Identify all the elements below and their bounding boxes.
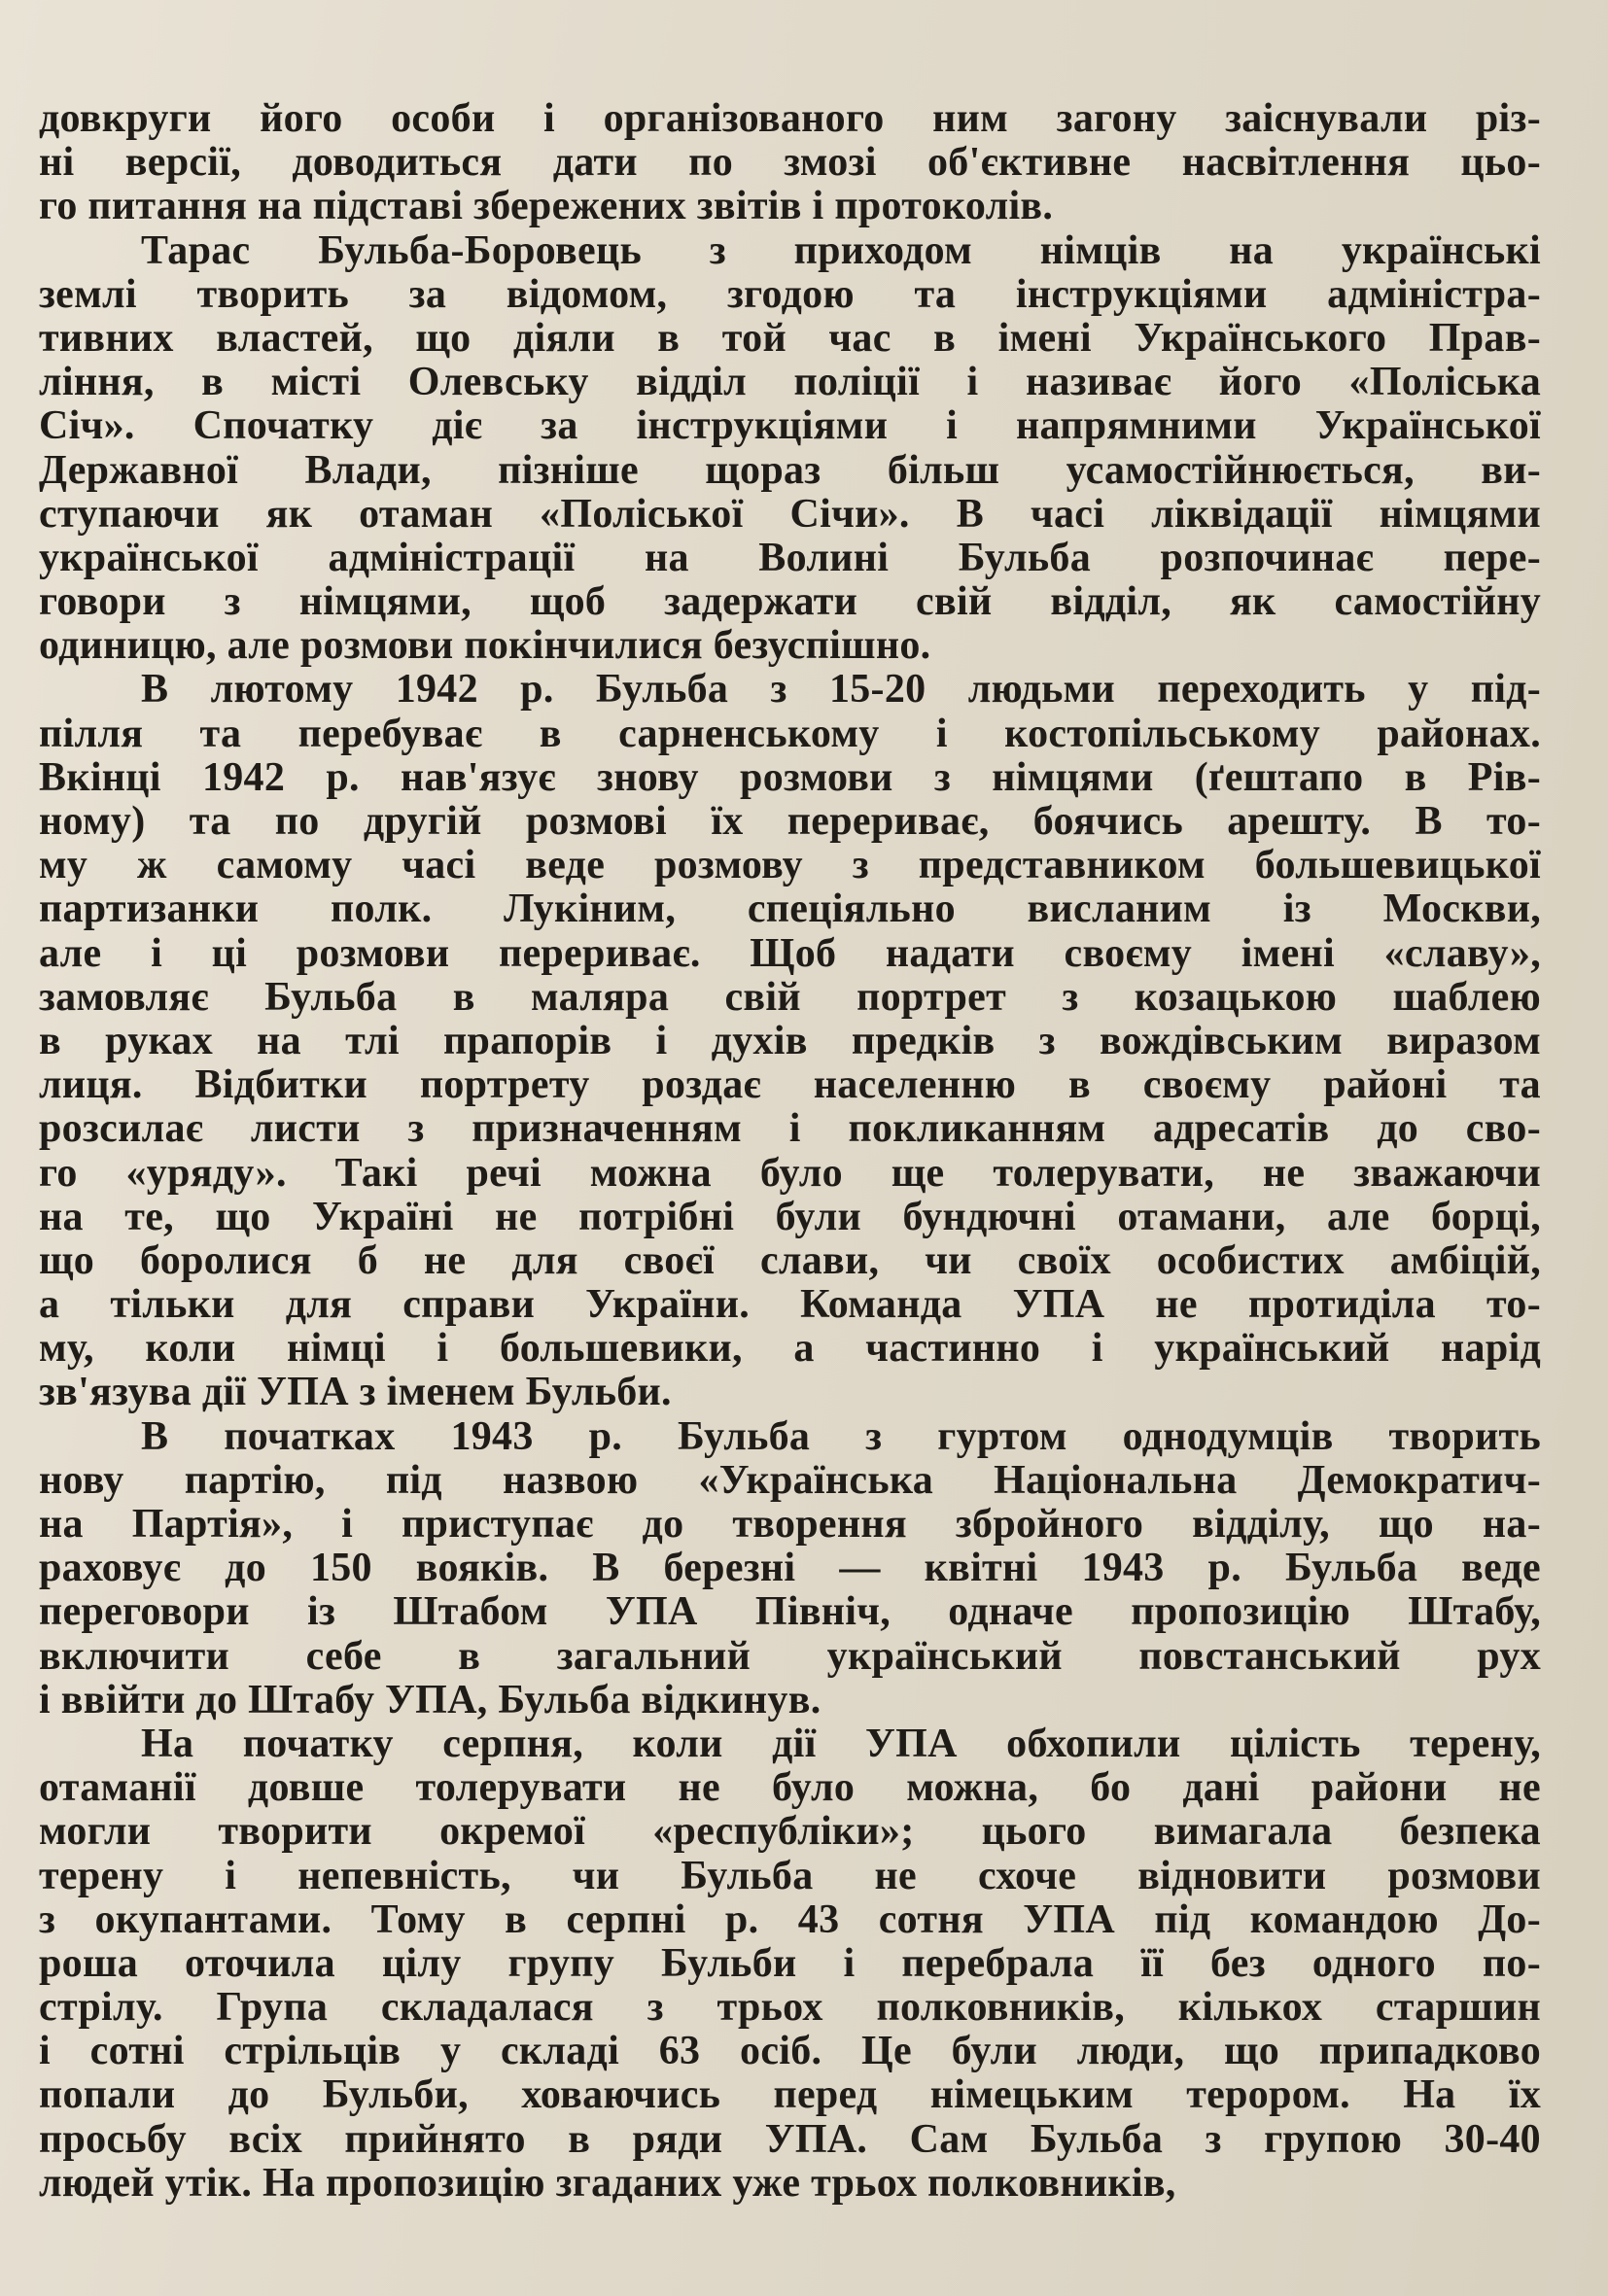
text-line: Вкінці 1942 р. нав'язує знову розмови з німцями (ґештапо в Рів-	[39, 754, 1541, 800]
text-line: В початках 1943 р. Бульба з гуртом однодумців творить	[141, 1413, 1541, 1459]
text-line: тивних властей, що діяли в той час в імені Українського Прав-	[39, 315, 1541, 361]
text-line: але і ці розмови перериває. Щоб надати своєму імені «славу»,	[39, 930, 1541, 976]
text-line: а тільки для справи України. Команда УПА не протиділа то-	[39, 1282, 1541, 1328]
text-line: землі творить за відомом, згодою та інструкціями адміністра-	[39, 271, 1541, 317]
text-line: на те, що Україні не потрібні були бундючні отамани, але борці,	[39, 1194, 1541, 1239]
text-line: нову партію, під назвою «Українська Національна Демократич-	[39, 1457, 1541, 1503]
text-line: переговори із Штабом УПА Північ, одначе пропозицію Штабу,	[39, 1589, 1541, 1635]
text-line: попали до Бульби, ховаючись перед німецьким терором. На їх	[39, 2072, 1541, 2118]
text-line: розсилає листи з призначенням і покликанням адресатів до сво-	[39, 1106, 1541, 1152]
text-line: могли творити окремої «республіки»; цього вимагала безпека	[39, 1809, 1541, 1855]
text-line: На початку серпня, коли дії УПА обхопили цілість терену,	[141, 1721, 1541, 1766]
text-line: з окупантами. Тому в серпні р. 43 сотня УПА під командою До-	[39, 1896, 1541, 1942]
text-line: української адміністрації на Волині Бульба розпочинає пере-	[39, 535, 1541, 580]
paragraph	[39, 229, 1541, 669]
text-line: раховує до 150 вояків. В березні — квітні 1943 р. Бульба веде	[39, 1546, 1541, 1591]
text-line: на Партія», і приступає до творення збройного відділу, що на-	[39, 1502, 1541, 1547]
text-line: роша оточила цілу групу Бульби і перебрала її без одного по-	[39, 1940, 1541, 1986]
text-line: партизанки полк. Лукіним, спеціяльно висланим із Москви,	[39, 887, 1541, 932]
text-line: го «уряду». Такі речі можна було ще толерувати, не зважаючи	[39, 1150, 1541, 1196]
paragraph	[39, 97, 1541, 229]
text-line: просьбу всіх прийнято в ряди УПА. Сам Бульба з групою 30-40	[39, 2116, 1541, 2162]
text-line: Державної Влади, пізніше щораз більш усамостійнюється, ви-	[39, 447, 1541, 493]
text-line: ління, в місті Олевську відділ поліції і називає його «Поліська	[39, 360, 1541, 405]
body-text	[39, 97, 1541, 2206]
text-line: ступаючи як отаман «Поліської Січи». В часі ліквідації німцями	[39, 491, 1541, 537]
text-line: довкруги його особи і організованого ним загону заіснували різ-	[39, 96, 1541, 141]
paragraph	[39, 1415, 1541, 1722]
text-line: Тарас Бульба-Боровець з приходом німців на українські	[141, 227, 1541, 273]
text-line: му, коли німці і большевики, а частинно і український нарід	[39, 1326, 1541, 1372]
text-line: лиця. Відбитки портрету роздає населенню в своєму районі та	[39, 1062, 1541, 1108]
text-line: стрілу. Група складалася з трьох полковників, кількох старшин	[39, 1985, 1541, 2031]
text-line: в руках на тлі прапорів і духів предків з вождівським виразом	[39, 1018, 1541, 1063]
text-line: В лютому 1942 р. Бульба з 15-20 людьми переходить у під-	[141, 667, 1541, 713]
text-line: пілля та перебуває в сарненському і костопільському районах.	[39, 711, 1541, 756]
text-line: отаманії довше толерувати не було можна, бо дані райони не	[39, 1765, 1541, 1811]
paragraph	[39, 668, 1541, 1414]
text-line: му ж самому часі веде розмову з представником большевицької	[39, 843, 1541, 888]
text-line: включити себе в загальний український повстанський рух	[39, 1633, 1541, 1679]
paragraph	[39, 1722, 1541, 2206]
text-line: одиницю, але розмови покінчилися безуспішно.	[39, 623, 931, 669]
text-line: і сотні стрільців у складі 63 осіб. Це були люди, що припадково	[39, 2029, 1541, 2074]
text-line: і ввійти до Штабу УПА, Бульба відкинув.	[39, 1677, 821, 1722]
text-line: що боролися б не для своєї слави, чи своїх особистих амбіцій,	[39, 1237, 1541, 1283]
text-line: ні версії, доводиться дати по змозі об'єктивне насвітлення цьо-	[39, 140, 1541, 186]
text-line: замовляє Бульба в маляра свій портрет з козацькою шаблею	[39, 974, 1541, 1020]
text-line: говори з німцями, щоб задержати свій відділ, як самостійну	[39, 579, 1541, 625]
text-line: людей утік. На пропозицію згаданих уже трьох полковників,	[39, 2160, 1176, 2206]
text-line: зв'язува дії УПА з іменем Бульби.	[39, 1370, 672, 1415]
text-line: го питання на підставі збережених звітів і протоколів.	[39, 184, 1054, 229]
text-line: ному) та по другій розмові їх перериває, боячись арешту. В то-	[39, 799, 1541, 844]
text-line: терену і непевність, чи Бульба не схоче відновити розмови	[39, 1853, 1541, 1898]
text-line: Січ». Спочатку діє за інструкціями і напрямними Української	[39, 403, 1541, 449]
